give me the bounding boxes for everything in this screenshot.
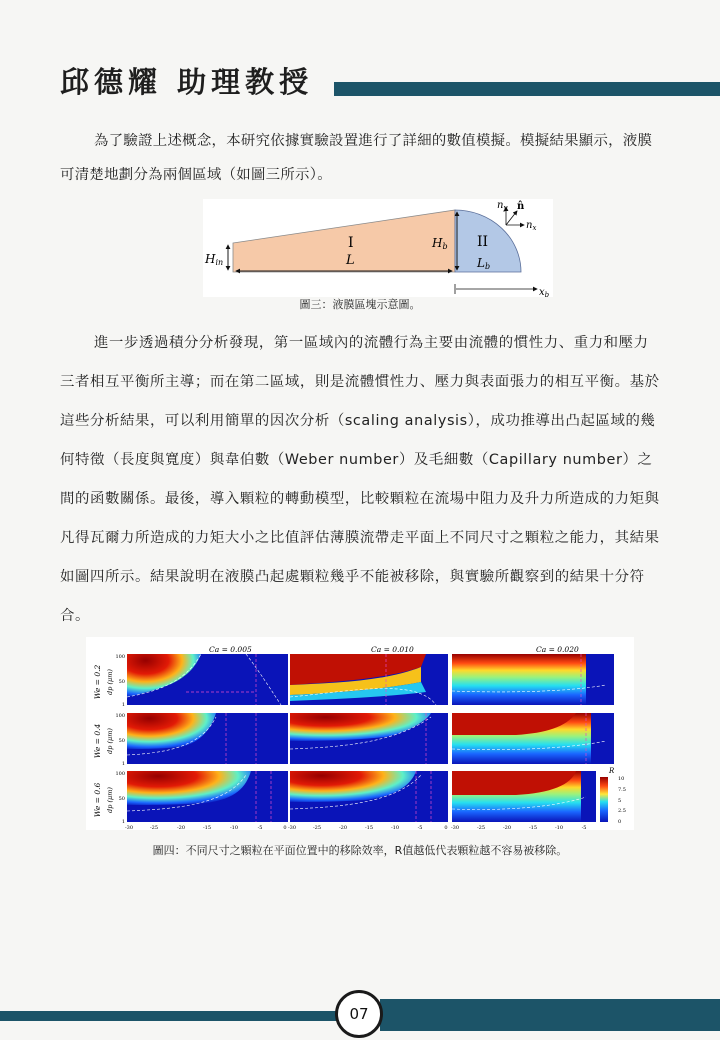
svg-text:-10: -10 (229, 825, 239, 830)
svg-text:-20: -20 (502, 825, 512, 830)
heatmap-we06-ca0005 (127, 771, 288, 822)
svg-text:7.5: 7.5 (618, 787, 626, 793)
svg-text:ny: $n_y$ (497, 200, 508, 212)
heatmap-we04-ca0020 (452, 713, 614, 764)
heatmap-we04-ca0005 (127, 713, 288, 764)
page-number-text: 07 (349, 1005, 369, 1023)
svg-text:2.5: 2.5 (618, 808, 626, 814)
footer-accent-bar (380, 999, 720, 1031)
svg-text:-10: -10 (554, 825, 564, 830)
svg-text:xb: $x_b$ (539, 287, 550, 297)
svg-text:-20: -20 (176, 825, 186, 830)
svg-text:-20: -20 (338, 825, 348, 830)
col-title-2: Ca = 0.010 (371, 645, 414, 654)
svg-text:0: 0 (444, 825, 448, 830)
svg-text:1: 1 (121, 761, 125, 767)
figure-3-caption: 圖三：液膜區塊示意圖。 (299, 298, 421, 311)
n-hat-label: n̂ (517, 201, 525, 212)
region-1-shape (233, 210, 455, 272)
page-number (335, 990, 383, 1038)
page-title: 邱德耀 助理教授 (60, 65, 314, 99)
svg-text:50: 50 (118, 679, 125, 685)
svg-text:50: 50 (118, 738, 125, 744)
svg-text:Hin: Hin (205, 252, 224, 267)
svg-text:-25: -25 (476, 825, 486, 830)
svg-text:100: 100 (115, 654, 125, 660)
colorbar (600, 777, 608, 822)
svg-text:Hb: Hb (432, 236, 448, 251)
svg-text:-30: -30 (124, 825, 134, 830)
svg-text:100: 100 (115, 771, 125, 777)
col-title-1: Ca = 0.005 (209, 645, 252, 654)
removal-efficiency-grid (86, 637, 634, 830)
film-region-schematic (203, 199, 553, 297)
length-label: L (346, 253, 355, 268)
svg-text:dp (μm): dp (μm) (106, 728, 114, 754)
svg-text:-15: -15 (202, 825, 212, 830)
heatmap-we02-ca0020 (452, 654, 614, 705)
svg-text:nx: $n_x$ (526, 220, 537, 232)
svg-text:dp (μm): dp (μm) (106, 787, 114, 813)
heatmap-we02-ca0010 (290, 654, 448, 705)
title-accent-bar (334, 82, 720, 96)
svg-text:-25: -25 (149, 825, 159, 830)
svg-text:1: 1 (121, 702, 125, 708)
paragraph-intro: 為了驗證上述概念，本研究依據實驗設置進行了詳細的數值模擬。模擬結果顯示，液膜可清楚地劃分為兩個區域（如圖三所示）。 (60, 133, 653, 183)
heatmap-we06-ca0020 (452, 771, 596, 822)
svg-text:0: 0 (283, 825, 287, 830)
svg-text:-15: -15 (364, 825, 374, 830)
paragraph-analysis: 進一步透過積分分析發現，第一區域內的流體行為主要由流體的慣性力、重力和壓力三者相互平衡所主導；而在第二區域，則是流體慣性力、壓力與表面張力的相互平衡。基於這些分析結果，可以利用簡單的因次分析（scaling analysis），成功推導出凸起區域的幾何特徵（長度與寬度）與韋伯數（Weber number）及毛細數（Capillary number）之間的函數關係。最後，導入顆粒的轉動模型，比較顆粒在流場中阻力及升力所造成的力矩與凡得瓦爾力所造成的力矩大小之比值評估薄膜流帶走平面上不同尺寸之顆粒之能力，其結果如圖四所示。結果說明在液膜凸起處顆粒幾乎不能被移除，與實驗所觀察到的結果十分符合。 (60, 335, 660, 624)
svg-text:5: 5 (618, 798, 622, 804)
figure-4-caption: 圖四：不同尺寸之顆粒在平面位置中的移除效率，R值越低代表顆粒越不容易被移除。 (152, 844, 568, 857)
svg-text:-5: -5 (581, 825, 587, 830)
svg-text:10: 10 (618, 776, 625, 782)
row-label-2: We = 0.4 (93, 723, 102, 759)
svg-text:Lb: Lb (477, 256, 491, 271)
heatmap-we04-ca0010 (290, 713, 448, 764)
svg-text:-5: -5 (417, 825, 423, 830)
heatmap-we02-ca0005 (127, 654, 288, 705)
svg-text:-30: -30 (450, 825, 460, 830)
svg-text:-30: -30 (287, 825, 297, 830)
colorbar-label: R (609, 767, 615, 775)
col-title-3: Ca = 0.020 (536, 645, 579, 654)
region-2-label: II (477, 234, 489, 250)
svg-text:dp (μm): dp (μm) (106, 669, 114, 695)
svg-text:100: 100 (115, 713, 125, 719)
svg-text:-25: -25 (312, 825, 322, 830)
svg-text:0: 0 (618, 819, 622, 825)
svg-text:-5: -5 (257, 825, 263, 830)
row-label-3: We = 0.6 (93, 782, 102, 818)
row-label-1: We = 0.2 (93, 664, 102, 700)
footer-accent-line (0, 1011, 340, 1021)
svg-text:50: 50 (118, 796, 125, 802)
svg-text:-15: -15 (528, 825, 538, 830)
svg-text:1: 1 (121, 819, 125, 825)
region-1-label: I (348, 235, 354, 251)
figure-3-diagram (203, 199, 553, 297)
heatmap-we06-ca0010 (290, 771, 448, 822)
svg-text:-10: -10 (390, 825, 400, 830)
figure-4-heatmaps (86, 637, 634, 830)
